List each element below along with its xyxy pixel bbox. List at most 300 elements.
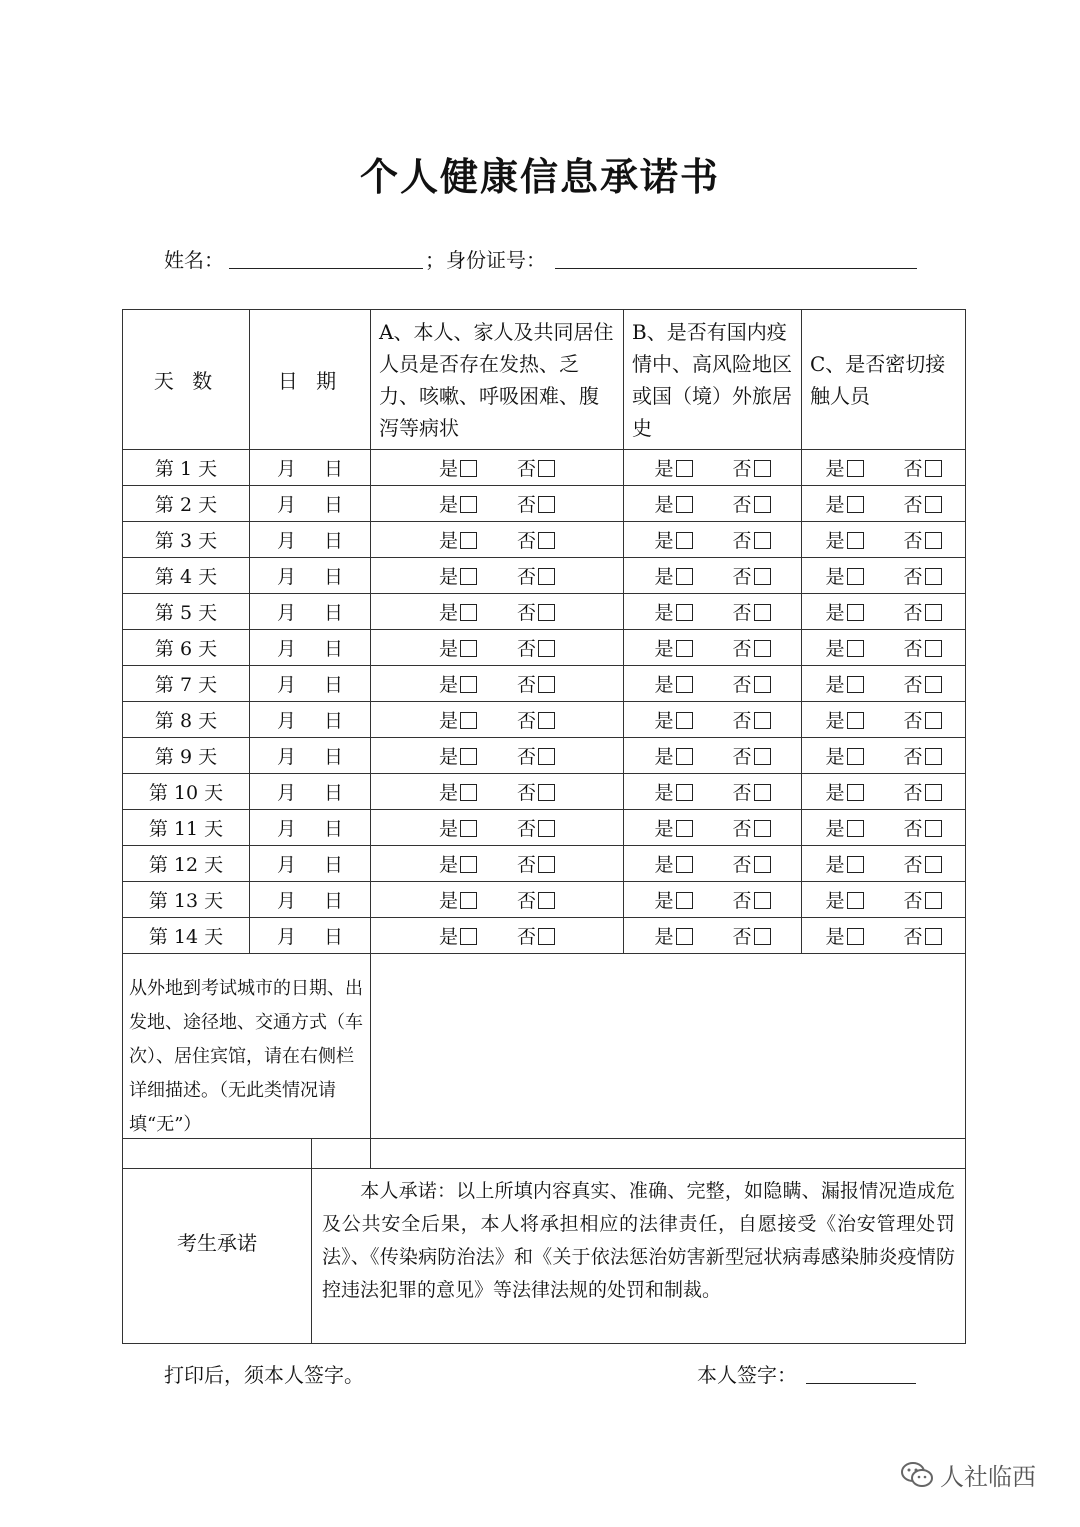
yes-checkbox[interactable] bbox=[847, 820, 864, 837]
header-col-b: B、是否有国内疫情中、高风险地区或国（境）外旅居史 bbox=[624, 310, 802, 450]
no-checkbox[interactable] bbox=[925, 604, 942, 621]
answer-cell-c bbox=[802, 558, 966, 594]
yes-option[interactable] bbox=[654, 454, 692, 481]
no-option[interactable] bbox=[517, 778, 555, 805]
no-label: 否 bbox=[903, 710, 923, 732]
yes-option[interactable] bbox=[654, 598, 692, 625]
no-checkbox[interactable] bbox=[925, 460, 942, 477]
yes-checkbox[interactable] bbox=[460, 604, 477, 621]
no-option[interactable] bbox=[733, 562, 771, 589]
no-option[interactable] bbox=[517, 598, 555, 625]
answer-cell-c bbox=[802, 522, 966, 558]
wechat-icon bbox=[900, 1461, 934, 1489]
no-checkbox[interactable] bbox=[925, 568, 942, 585]
no-label: 否 bbox=[903, 818, 923, 840]
no-label: 否 bbox=[903, 782, 923, 804]
yes-option[interactable] bbox=[825, 706, 863, 733]
yes-option[interactable] bbox=[654, 634, 692, 661]
no-checkbox[interactable] bbox=[754, 892, 771, 909]
yes-checkbox[interactable] bbox=[460, 784, 477, 801]
header-col-a: A、本人、家人及共同居住人员是否存在发热、乏力、咳嗽、呼吸困难、腹泻等病状 bbox=[371, 310, 624, 450]
no-option[interactable] bbox=[904, 706, 942, 733]
yes-checkbox[interactable] bbox=[460, 856, 477, 873]
yes-label: 是 bbox=[825, 674, 845, 696]
answer-cell-b bbox=[624, 846, 802, 882]
yes-option[interactable] bbox=[439, 742, 477, 769]
no-checkbox[interactable] bbox=[925, 640, 942, 657]
yes-checkbox[interactable] bbox=[676, 712, 693, 729]
answer-cell-b bbox=[624, 666, 802, 702]
answer-cell-c bbox=[802, 450, 966, 486]
no-option[interactable] bbox=[904, 886, 942, 913]
no-checkbox[interactable] bbox=[754, 784, 771, 801]
yes-label: 是 bbox=[654, 710, 674, 732]
answer-cell-c bbox=[802, 810, 966, 846]
yes-checkbox[interactable] bbox=[676, 892, 693, 909]
no-option[interactable] bbox=[733, 454, 771, 481]
yes-checkbox[interactable] bbox=[676, 604, 693, 621]
no-label: 否 bbox=[517, 854, 537, 876]
no-option[interactable] bbox=[517, 922, 555, 949]
no-option[interactable] bbox=[733, 490, 771, 517]
no-option[interactable] bbox=[733, 634, 771, 661]
travel-label: 从外地到考试城市的日期、出发地、途径地、交通方式（车次）、居住宾馆，请在右侧栏详细描述。（无此类情况请填“无”） bbox=[123, 954, 371, 1169]
yes-option[interactable] bbox=[439, 526, 477, 553]
yes-option[interactable] bbox=[439, 598, 477, 625]
day-label: 日 bbox=[324, 746, 344, 768]
day-cell: 第 7 天 bbox=[123, 666, 250, 702]
yes-checkbox[interactable] bbox=[847, 928, 864, 945]
name-field[interactable] bbox=[229, 268, 423, 269]
no-option[interactable] bbox=[904, 850, 942, 877]
answer-cell-a bbox=[371, 846, 624, 882]
no-option[interactable] bbox=[904, 526, 942, 553]
table-row bbox=[123, 702, 966, 738]
no-checkbox[interactable] bbox=[925, 496, 942, 513]
yes-checkbox[interactable] bbox=[676, 928, 693, 945]
yes-label: 是 bbox=[654, 638, 674, 660]
no-option[interactable] bbox=[733, 850, 771, 877]
no-option[interactable] bbox=[517, 634, 555, 661]
answer-cell-b bbox=[624, 918, 802, 954]
no-option[interactable] bbox=[733, 706, 771, 733]
yes-checkbox[interactable] bbox=[676, 676, 693, 693]
header-row bbox=[123, 310, 966, 450]
answer-cell-b bbox=[624, 738, 802, 774]
date-cell[interactable] bbox=[250, 774, 371, 810]
no-option[interactable] bbox=[904, 490, 942, 517]
day-cell: 第 14 天 bbox=[123, 918, 250, 954]
no-option[interactable] bbox=[733, 922, 771, 949]
yes-checkbox[interactable] bbox=[460, 712, 477, 729]
no-checkbox[interactable] bbox=[538, 820, 555, 837]
date-cell[interactable] bbox=[250, 558, 371, 594]
day-cell: 第 10 天 bbox=[123, 774, 250, 810]
no-label: 否 bbox=[903, 494, 923, 516]
no-checkbox[interactable] bbox=[538, 676, 555, 693]
yes-option[interactable] bbox=[825, 562, 863, 589]
no-option[interactable] bbox=[517, 886, 555, 913]
yes-checkbox[interactable] bbox=[847, 856, 864, 873]
no-checkbox[interactable] bbox=[538, 856, 555, 873]
month-label: 月 bbox=[276, 818, 296, 840]
no-checkbox[interactable] bbox=[538, 748, 555, 765]
yes-label: 是 bbox=[825, 818, 845, 840]
answer-cell-c bbox=[802, 666, 966, 702]
answer-cell-c bbox=[802, 630, 966, 666]
answer-cell-b bbox=[624, 486, 802, 522]
id-number-field[interactable] bbox=[555, 268, 917, 269]
no-checkbox[interactable] bbox=[754, 604, 771, 621]
yes-checkbox[interactable] bbox=[847, 460, 864, 477]
yes-label: 是 bbox=[654, 854, 674, 876]
no-checkbox[interactable] bbox=[538, 460, 555, 477]
no-label: 否 bbox=[732, 890, 752, 912]
yes-option[interactable] bbox=[825, 742, 863, 769]
no-option[interactable] bbox=[904, 454, 942, 481]
no-option[interactable] bbox=[904, 778, 942, 805]
no-option[interactable] bbox=[733, 670, 771, 697]
yes-option[interactable] bbox=[439, 814, 477, 841]
no-checkbox[interactable] bbox=[538, 928, 555, 945]
yes-label: 是 bbox=[438, 890, 458, 912]
yes-label: 是 bbox=[654, 494, 674, 516]
day-cell: 第 9 天 bbox=[123, 738, 250, 774]
yes-label: 是 bbox=[654, 458, 674, 480]
separator: ； bbox=[425, 248, 445, 272]
yes-checkbox[interactable] bbox=[847, 568, 864, 585]
no-option[interactable] bbox=[904, 670, 942, 697]
no-option[interactable] bbox=[517, 490, 555, 517]
no-option[interactable] bbox=[517, 814, 555, 841]
yes-checkbox[interactable] bbox=[460, 460, 477, 477]
no-checkbox[interactable] bbox=[754, 676, 771, 693]
yes-checkbox[interactable] bbox=[676, 496, 693, 513]
yes-checkbox[interactable] bbox=[676, 460, 693, 477]
answer-cell-a bbox=[371, 450, 624, 486]
day-label: 日 bbox=[324, 530, 344, 552]
yes-option[interactable] bbox=[654, 922, 692, 949]
yes-checkbox[interactable] bbox=[847, 892, 864, 909]
day-cell: 第 13 天 bbox=[123, 882, 250, 918]
yes-option[interactable] bbox=[654, 778, 692, 805]
no-checkbox[interactable] bbox=[925, 892, 942, 909]
month-label: 月 bbox=[276, 782, 296, 804]
yes-label: 是 bbox=[438, 602, 458, 624]
no-option[interactable] bbox=[904, 634, 942, 661]
yes-option[interactable] bbox=[825, 670, 863, 697]
yes-checkbox[interactable] bbox=[676, 532, 693, 549]
no-label: 否 bbox=[732, 638, 752, 660]
no-option[interactable] bbox=[517, 562, 555, 589]
yes-option[interactable] bbox=[654, 814, 692, 841]
promise-text: 本人承诺：以上所填内容真实、准确、完整，如隐瞒、漏报情况造成危及公共安全后果，本人将承担相应的法律责任，自愿接受《治安管理处罚法》、《传染病防治法》和《关于依法惩治妨害新型冠状病毒感染肺炎疫情防控违法犯罪的意见》等法律法规的处罚和制裁。 bbox=[312, 1139, 966, 1344]
no-label: 否 bbox=[732, 818, 752, 840]
table-row bbox=[123, 882, 966, 918]
yes-option[interactable] bbox=[825, 454, 863, 481]
no-option[interactable] bbox=[517, 454, 555, 481]
yes-option[interactable] bbox=[439, 454, 477, 481]
yes-checkbox[interactable] bbox=[460, 748, 477, 765]
no-label: 否 bbox=[517, 458, 537, 480]
no-checkbox[interactable] bbox=[925, 712, 942, 729]
yes-label: 是 bbox=[654, 746, 674, 768]
yes-label: 是 bbox=[654, 782, 674, 804]
yes-option[interactable] bbox=[654, 526, 692, 553]
yes-checkbox[interactable] bbox=[847, 748, 864, 765]
yes-checkbox[interactable] bbox=[676, 784, 693, 801]
yes-checkbox[interactable] bbox=[676, 640, 693, 657]
day-cell: 第 4 天 bbox=[123, 558, 250, 594]
answer-cell-a bbox=[371, 738, 624, 774]
month-label: 月 bbox=[276, 674, 296, 696]
yes-option[interactable] bbox=[825, 850, 863, 877]
travel-field[interactable] bbox=[371, 954, 966, 1169]
no-checkbox[interactable] bbox=[925, 532, 942, 549]
day-cell: 第 11 天 bbox=[123, 810, 250, 846]
date-cell[interactable] bbox=[250, 846, 371, 882]
yes-option[interactable] bbox=[825, 886, 863, 913]
answer-cell-c bbox=[802, 594, 966, 630]
no-option[interactable] bbox=[733, 742, 771, 769]
id-number-label: 身份证号： bbox=[446, 248, 546, 272]
document-title: 个人健康信息承诺书 bbox=[359, 154, 720, 199]
no-checkbox[interactable] bbox=[538, 640, 555, 657]
answer-cell-c bbox=[802, 702, 966, 738]
yes-checkbox[interactable] bbox=[847, 640, 864, 657]
date-cell[interactable] bbox=[250, 630, 371, 666]
no-checkbox[interactable] bbox=[754, 712, 771, 729]
no-checkbox[interactable] bbox=[754, 640, 771, 657]
answer-cell-b bbox=[624, 774, 802, 810]
no-checkbox[interactable] bbox=[754, 568, 771, 585]
date-cell[interactable] bbox=[250, 918, 371, 954]
day-cell: 第 3 天 bbox=[123, 522, 250, 558]
answer-cell-b bbox=[624, 450, 802, 486]
answer-cell-a bbox=[371, 882, 624, 918]
no-checkbox[interactable] bbox=[538, 784, 555, 801]
print-note: 打印后，须本人签字。 bbox=[164, 1363, 364, 1387]
yes-option[interactable] bbox=[439, 886, 477, 913]
yes-label: 是 bbox=[825, 854, 845, 876]
yes-checkbox[interactable] bbox=[676, 856, 693, 873]
month-label: 月 bbox=[276, 458, 296, 480]
yes-checkbox[interactable] bbox=[460, 640, 477, 657]
day-label: 日 bbox=[324, 638, 344, 660]
answer-cell-c bbox=[802, 918, 966, 954]
yes-label: 是 bbox=[654, 890, 674, 912]
yes-label: 是 bbox=[825, 566, 845, 588]
yes-checkbox[interactable] bbox=[847, 784, 864, 801]
day-cell: 第 12 天 bbox=[123, 846, 250, 882]
no-checkbox[interactable] bbox=[754, 820, 771, 837]
yes-option[interactable] bbox=[439, 706, 477, 733]
yes-option[interactable] bbox=[439, 778, 477, 805]
yes-checkbox[interactable] bbox=[460, 820, 477, 837]
no-label: 否 bbox=[517, 494, 537, 516]
yes-label: 是 bbox=[825, 458, 845, 480]
date-cell[interactable] bbox=[250, 594, 371, 630]
no-checkbox[interactable] bbox=[754, 856, 771, 873]
yes-option[interactable] bbox=[825, 814, 863, 841]
yes-checkbox[interactable] bbox=[460, 532, 477, 549]
health-table bbox=[122, 309, 966, 1169]
name-label: 姓名： bbox=[164, 248, 224, 272]
yes-checkbox[interactable] bbox=[460, 676, 477, 693]
answer-cell-a bbox=[371, 486, 624, 522]
no-checkbox[interactable] bbox=[754, 928, 771, 945]
month-label: 月 bbox=[276, 530, 296, 552]
no-label: 否 bbox=[517, 926, 537, 948]
no-checkbox[interactable] bbox=[925, 928, 942, 945]
yes-label: 是 bbox=[825, 602, 845, 624]
yes-option[interactable] bbox=[654, 490, 692, 517]
no-option[interactable] bbox=[733, 886, 771, 913]
yes-label: 是 bbox=[825, 890, 845, 912]
no-label: 否 bbox=[732, 782, 752, 804]
no-checkbox[interactable] bbox=[925, 856, 942, 873]
date-cell[interactable] bbox=[250, 810, 371, 846]
no-checkbox[interactable] bbox=[754, 460, 771, 477]
no-option[interactable] bbox=[517, 526, 555, 553]
no-option[interactable] bbox=[517, 850, 555, 877]
day-label: 日 bbox=[324, 890, 344, 912]
yes-label: 是 bbox=[438, 854, 458, 876]
no-label: 否 bbox=[903, 854, 923, 876]
yes-option[interactable] bbox=[439, 670, 477, 697]
no-label: 否 bbox=[732, 494, 752, 516]
yes-label: 是 bbox=[825, 926, 845, 948]
answer-cell-b bbox=[624, 810, 802, 846]
no-checkbox[interactable] bbox=[754, 748, 771, 765]
yes-label: 是 bbox=[654, 926, 674, 948]
no-option[interactable] bbox=[517, 706, 555, 733]
no-checkbox[interactable] bbox=[925, 676, 942, 693]
no-checkbox[interactable] bbox=[538, 604, 555, 621]
table-row bbox=[123, 774, 966, 810]
date-cell[interactable] bbox=[250, 666, 371, 702]
yes-option[interactable] bbox=[825, 778, 863, 805]
yes-checkbox[interactable] bbox=[847, 532, 864, 549]
yes-label: 是 bbox=[438, 926, 458, 948]
yes-option[interactable] bbox=[439, 850, 477, 877]
no-checkbox[interactable] bbox=[925, 784, 942, 801]
no-checkbox[interactable] bbox=[538, 712, 555, 729]
no-option[interactable] bbox=[904, 742, 942, 769]
day-cell: 第 6 天 bbox=[123, 630, 250, 666]
yes-checkbox[interactable] bbox=[847, 676, 864, 693]
date-cell[interactable] bbox=[250, 702, 371, 738]
no-label: 否 bbox=[903, 638, 923, 660]
no-option[interactable] bbox=[733, 814, 771, 841]
yes-option[interactable] bbox=[825, 922, 863, 949]
yes-option[interactable] bbox=[825, 598, 863, 625]
answer-cell-a bbox=[371, 630, 624, 666]
date-cell[interactable] bbox=[250, 738, 371, 774]
yes-option[interactable] bbox=[654, 850, 692, 877]
no-label: 否 bbox=[517, 566, 537, 588]
no-checkbox[interactable] bbox=[754, 532, 771, 549]
no-option[interactable] bbox=[733, 526, 771, 553]
no-label: 否 bbox=[903, 530, 923, 552]
yes-option[interactable] bbox=[654, 886, 692, 913]
day-rows bbox=[123, 450, 966, 954]
no-option[interactable] bbox=[733, 598, 771, 625]
no-checkbox[interactable] bbox=[925, 820, 942, 837]
date-cell[interactable] bbox=[250, 522, 371, 558]
answer-cell-b bbox=[624, 630, 802, 666]
no-checkbox[interactable] bbox=[538, 532, 555, 549]
no-label: 否 bbox=[903, 926, 923, 948]
signature-field[interactable] bbox=[806, 1383, 916, 1384]
yes-label: 是 bbox=[438, 566, 458, 588]
no-option[interactable] bbox=[733, 778, 771, 805]
yes-checkbox[interactable] bbox=[676, 748, 693, 765]
no-label: 否 bbox=[732, 566, 752, 588]
yes-checkbox[interactable] bbox=[460, 928, 477, 945]
day-cell: 第 2 天 bbox=[123, 486, 250, 522]
yes-label: 是 bbox=[654, 566, 674, 588]
no-option[interactable] bbox=[517, 742, 555, 769]
yes-option[interactable] bbox=[439, 634, 477, 661]
yes-label: 是 bbox=[438, 782, 458, 804]
yes-label: 是 bbox=[825, 710, 845, 732]
answer-cell-a bbox=[371, 918, 624, 954]
yes-checkbox[interactable] bbox=[676, 568, 693, 585]
yes-checkbox[interactable] bbox=[847, 712, 864, 729]
header-col-c: C、是否密切接触人员 bbox=[802, 310, 966, 450]
yes-option[interactable] bbox=[654, 670, 692, 697]
yes-option[interactable] bbox=[439, 922, 477, 949]
yes-option[interactable] bbox=[439, 562, 477, 589]
yes-option[interactable] bbox=[439, 490, 477, 517]
yes-checkbox[interactable] bbox=[847, 496, 864, 513]
day-label: 日 bbox=[324, 566, 344, 588]
date-cell[interactable] bbox=[250, 882, 371, 918]
yes-option[interactable] bbox=[825, 490, 863, 517]
no-option[interactable] bbox=[904, 814, 942, 841]
answer-cell-c bbox=[802, 882, 966, 918]
no-option[interactable] bbox=[904, 562, 942, 589]
yes-checkbox[interactable] bbox=[460, 496, 477, 513]
yes-checkbox[interactable] bbox=[847, 604, 864, 621]
no-option[interactable] bbox=[517, 670, 555, 697]
no-checkbox[interactable] bbox=[925, 748, 942, 765]
yes-option[interactable] bbox=[654, 562, 692, 589]
yes-option[interactable] bbox=[825, 634, 863, 661]
yes-option[interactable] bbox=[654, 706, 692, 733]
yes-option[interactable] bbox=[825, 526, 863, 553]
month-label: 月 bbox=[276, 638, 296, 660]
yes-checkbox[interactable] bbox=[676, 820, 693, 837]
no-checkbox[interactable] bbox=[538, 496, 555, 513]
yes-checkbox[interactable] bbox=[460, 892, 477, 909]
date-cell[interactable] bbox=[250, 450, 371, 486]
yes-label: 是 bbox=[825, 530, 845, 552]
answer-cell-c bbox=[802, 774, 966, 810]
answer-cell-a bbox=[371, 702, 624, 738]
no-checkbox[interactable] bbox=[538, 892, 555, 909]
date-cell[interactable] bbox=[250, 486, 371, 522]
no-option[interactable] bbox=[904, 598, 942, 625]
no-option[interactable] bbox=[904, 922, 942, 949]
day-label: 日 bbox=[324, 602, 344, 624]
yes-option[interactable] bbox=[654, 742, 692, 769]
no-checkbox[interactable] bbox=[754, 496, 771, 513]
yes-checkbox[interactable] bbox=[460, 568, 477, 585]
month-label: 月 bbox=[276, 710, 296, 732]
no-checkbox[interactable] bbox=[538, 568, 555, 585]
